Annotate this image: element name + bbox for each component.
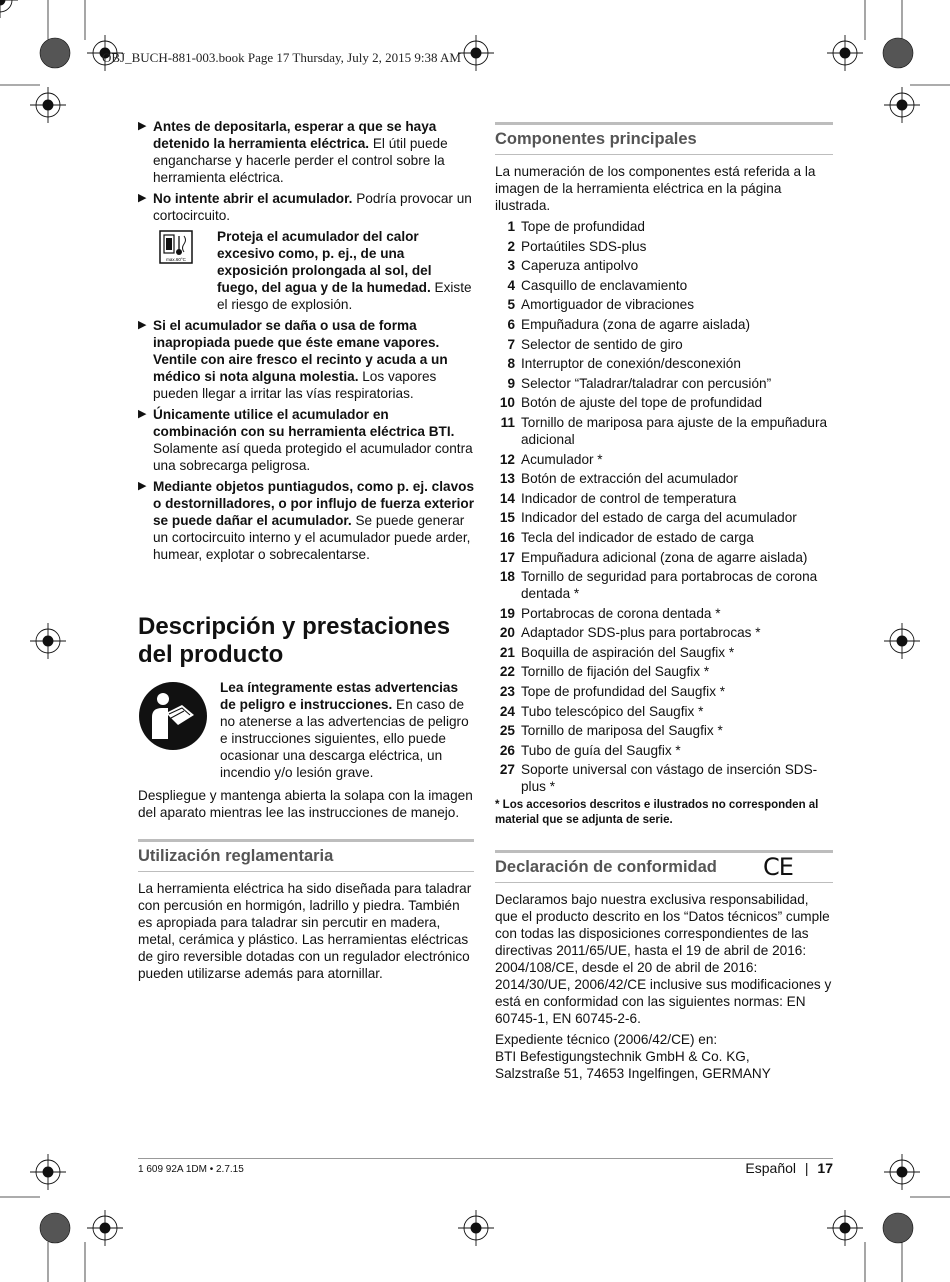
component-number: 2 xyxy=(507,238,515,254)
safety-bullet xyxy=(138,317,474,402)
use-heading: Utilización reglamentaria xyxy=(138,839,474,872)
component-label: Indicador de control de temperatura xyxy=(521,490,737,506)
component-label: Soporte universal con vástago de inserción SDS-plus * xyxy=(521,762,818,795)
component-item xyxy=(495,296,833,313)
component-number: 24 xyxy=(499,703,515,719)
use-text: La herramienta eléctrica ha sido diseñada para taladrar con percusión en hormigón, ladrillo y piedra. También es apropiada para taladrar sin percutir en madera, metal, cerámica y plástico. Las herramientas eléctricas de giro reversible dotadas con un regulador electrónico pueden utilizarse además para atornillar. xyxy=(138,881,472,981)
bullet-triangle-icon: ▶ xyxy=(138,192,147,204)
footer-separator: | xyxy=(804,1160,809,1176)
component-number: 6 xyxy=(507,316,515,332)
fold-instruction: Despliegue y mantenga abierta la solapa con la imagen del aparato mientras lee las instrucciones de manejo. xyxy=(138,788,473,820)
component-number: 19 xyxy=(499,605,515,621)
component-label: Boquilla de aspiración del Saugfix * xyxy=(521,644,735,660)
component-label: Selector “Taladrar/taladrar con percusión” xyxy=(521,375,772,391)
component-label: Casquillo de enclavamiento xyxy=(521,277,688,293)
component-item xyxy=(495,490,833,507)
component-number: 12 xyxy=(499,451,515,467)
components-heading: Componentes principales xyxy=(495,122,833,155)
component-label: Tubo telescópico del Saugfix * xyxy=(521,703,704,719)
component-number: 25 xyxy=(499,723,515,739)
tech-file-line: BTI Befestigungstechnik GmbH & Co. KG, xyxy=(495,1049,750,1065)
component-number: 22 xyxy=(499,664,515,680)
tech-file-line: Salzstraße 51, 74653 Ingelfingen, GERMANY xyxy=(495,1066,771,1082)
bullet-text: Se puede generar un cortocircuito interno y el acumulador puede arder, humear, explotar o sobrecalentarse. xyxy=(153,513,471,562)
component-label: Tornillo de mariposa del Saugfix * xyxy=(521,723,723,739)
component-item xyxy=(495,257,833,274)
bullet-bold-text: Antes de depositarla, esperar a que se haya detenido la herramienta eléctrica. xyxy=(153,119,437,151)
component-item xyxy=(495,451,833,468)
component-label: Botón de ajuste del tope de profundidad xyxy=(521,395,763,411)
bullet-text: Los vapores pueden llegar a irritar las vías respiratorias. xyxy=(153,369,437,401)
component-label: Empuñadura adicional (zona de agarre aislada) xyxy=(521,549,808,565)
component-number: 1 xyxy=(507,219,515,234)
conformity-text: Declaramos bajo nuestra exclusiva responsabilidad, que el producto descrito en los “Datos técnicos” cumple con todas las disposiciones correspondientes de las directivas 2011/65/UE, hasta el 19 de abril de 2016: 2004/108/CE, desde el 20 de abril de 2016: 2014/30/UE, 2006/42/CE inclusive sus modificaciones y está en conformidad con las siguientes normas: EN 60745-1, EN 60745-2-6. xyxy=(495,892,832,1027)
components-list xyxy=(495,218,833,795)
component-label: Tornillo de mariposa para ajuste de la empuñadura adicional xyxy=(521,414,828,447)
component-label: Amortiguador de vibraciones xyxy=(521,297,695,313)
safety-bullet xyxy=(138,190,474,224)
component-number: 14 xyxy=(499,490,515,506)
tech-file-line: Expediente técnico (2006/42/CE) en: xyxy=(495,1032,718,1048)
component-item xyxy=(495,509,833,526)
component-item xyxy=(495,394,833,411)
component-item xyxy=(495,605,833,622)
component-item xyxy=(495,355,833,372)
component-item xyxy=(495,683,833,700)
component-item xyxy=(495,336,833,353)
bullet-triangle-icon: ▶ xyxy=(138,120,147,132)
component-item xyxy=(495,644,833,661)
component-label: Tecla del indicador de estado de carga xyxy=(521,529,754,545)
component-number: 4 xyxy=(507,277,515,293)
component-number: 23 xyxy=(499,684,515,700)
ce-mark-icon: CE xyxy=(763,853,793,882)
component-item xyxy=(495,663,833,680)
component-item xyxy=(495,529,833,546)
bullet-triangle-icon: ▶ xyxy=(138,480,147,492)
heat-bold-text: Proteja el acumulador del calor excesivo como, p. ej., de una exposición prolongada al sol, del fuego, del agua y de la humedad. xyxy=(217,229,432,295)
footer-language: Español xyxy=(745,1160,796,1176)
warning-text: En caso de no atenerse a las advertencias de peligro e instrucciones siguientes, ello puede ocasionar una descarga eléctrica, un incendio y/o lesión grave. xyxy=(220,697,469,780)
component-number: 27 xyxy=(499,762,515,778)
component-label: Tornillo de fijación del Saugfix * xyxy=(521,664,710,680)
component-item xyxy=(495,238,833,255)
component-label: Portaútiles SDS-plus xyxy=(521,238,647,254)
read-instructions-warning xyxy=(138,679,474,781)
heat-text: Existe el riesgo de explosión. xyxy=(217,280,472,312)
safety-bullet xyxy=(138,406,474,474)
component-item xyxy=(495,277,833,294)
component-label: Portabrocas de corona dentada * xyxy=(521,605,721,621)
component-label: Selector de sentido de giro xyxy=(521,336,683,352)
component-label: Caperuza antipolvo xyxy=(521,258,639,274)
component-number: 9 xyxy=(507,375,515,391)
component-number: 8 xyxy=(507,356,515,372)
component-label: Empuñadura (zona de agarre aislada) xyxy=(521,316,750,332)
component-item xyxy=(495,568,833,602)
component-number: 15 xyxy=(499,510,515,526)
thermometer-heat-icon xyxy=(159,230,193,264)
right-column xyxy=(495,122,833,1082)
components-intro: La numeración de los componentes está referida a la imagen de la herramienta eléctrica en la página ilustrada. xyxy=(495,164,816,213)
component-item xyxy=(495,218,833,235)
bullet-bold-text: Mediante objetos puntiagudos, como p. ej. clavos o destornilladores, o por influjo de fuerza exterior se puede dañar el acumulador. xyxy=(153,479,475,528)
component-item xyxy=(495,375,833,392)
component-item xyxy=(495,316,833,333)
footer-rule xyxy=(138,1158,833,1159)
warning-bold-text: Lea íntegramente estas advertencias de peligro e instrucciones. xyxy=(220,680,459,712)
page-number: 17 xyxy=(817,1160,833,1176)
component-number: 18 xyxy=(499,569,515,585)
component-item xyxy=(495,549,833,566)
component-number: 21 xyxy=(499,644,515,660)
component-item xyxy=(495,624,833,641)
component-number: 20 xyxy=(499,625,515,641)
component-number: 10 xyxy=(499,395,515,411)
conformity-heading-box xyxy=(495,850,833,883)
bullet-text: Solamente así queda protegido el acumulador contra una sobrecarga peligrosa. xyxy=(153,441,473,473)
component-item xyxy=(495,742,833,759)
bullet-triangle-icon: ▶ xyxy=(138,319,147,331)
component-item xyxy=(495,470,833,487)
component-number: 26 xyxy=(499,742,515,758)
heat-warning xyxy=(153,228,474,313)
component-item xyxy=(495,761,833,795)
component-number: 16 xyxy=(499,529,515,545)
component-item xyxy=(495,414,833,448)
footer-page xyxy=(745,1160,833,1176)
component-label: Botón de extracción del acumulador xyxy=(521,471,738,487)
safety-bullet xyxy=(138,118,474,186)
component-item xyxy=(495,703,833,720)
svg-text:max.60°C: max.60°C xyxy=(166,257,186,262)
component-number: 17 xyxy=(499,549,515,565)
accessories-note: * Los accesorios descritos e ilustrados no corresponden al material que se adjunta de serie. xyxy=(495,799,819,827)
conformity-heading: Declaración de conformidad xyxy=(495,858,717,877)
component-number: 5 xyxy=(507,297,515,313)
component-label: Indicador del estado de carga del acumulador xyxy=(521,510,797,526)
section-title: Descripción y prestaciones del producto xyxy=(138,613,451,668)
bullet-bold-text: Únicamente utilice el acumulador en combinación con su herramienta eléctrica BTI. xyxy=(153,407,455,439)
component-number: 3 xyxy=(507,258,515,274)
component-label: Adaptador SDS-plus para portabrocas * xyxy=(521,625,761,641)
component-number: 13 xyxy=(499,471,515,487)
bullet-text: Podría provocar un cortocircuito. xyxy=(153,191,472,223)
component-number: 7 xyxy=(507,336,515,352)
read-manual-icon xyxy=(138,681,208,751)
component-number: 11 xyxy=(500,414,515,430)
tech-file xyxy=(495,1031,833,1082)
component-label: Interruptor de conexión/desconexión xyxy=(521,356,741,372)
component-label: Tope de profundidad del Saugfix * xyxy=(521,684,726,700)
bullet-text: El útil puede engancharse y hacerle perder el control sobre la herramienta eléctrica. xyxy=(153,136,448,185)
bullet-triangle-icon: ▶ xyxy=(138,408,147,420)
print-header: OBJ_BUCH-881-003.book Page 17 Thursday, July 2, 2015 9:38 AM xyxy=(102,50,461,65)
component-item xyxy=(495,722,833,739)
component-label: Tope de profundidad xyxy=(521,219,645,234)
left-column xyxy=(138,118,474,986)
component-label: Acumulador * xyxy=(521,451,603,467)
safety-bullet xyxy=(138,478,474,563)
bullet-bold-text: No intente abrir el acumulador. xyxy=(153,191,353,206)
component-label: Tubo de guía del Saugfix * xyxy=(521,742,681,758)
bullet-bold-text: Si el acumulador se daña o usa de forma inapropiada puede que éste emane vapores. Ventile con aire fresco el recinto y acuda a un médico si nota alguna molestia. xyxy=(153,318,448,384)
component-label: Tornillo de seguridad para portabrocas de corona dentada * xyxy=(521,569,818,602)
footer-code: 1 609 92A 1DM • 2.7.15 xyxy=(138,1164,244,1175)
